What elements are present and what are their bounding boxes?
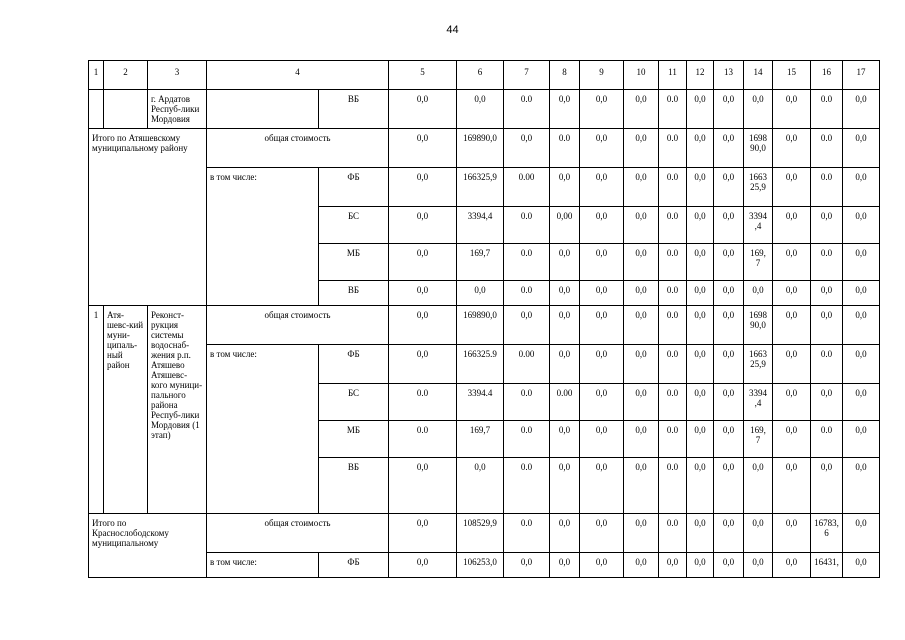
value-cell: 0,0 bbox=[687, 384, 714, 421]
value-cell: 0,0 bbox=[504, 129, 550, 168]
page-number: 44 bbox=[446, 24, 459, 36]
value-cell: 0.0 bbox=[504, 207, 550, 244]
value-cell: 0,0 bbox=[550, 90, 580, 129]
table-row bbox=[89, 129, 880, 168]
value-cell: 0,0 bbox=[773, 553, 811, 578]
value-cell: 0,0 bbox=[773, 384, 811, 421]
value-cell: 169, 7 bbox=[744, 244, 773, 281]
value-cell: 0,0 bbox=[624, 207, 659, 244]
value-cell: 0,0 bbox=[773, 207, 811, 244]
value-cell: 0,0 bbox=[843, 514, 880, 553]
value-cell: 166325,9 bbox=[457, 168, 504, 207]
value-cell: 0.0 bbox=[811, 421, 843, 458]
value-cell: 0,0 bbox=[687, 458, 714, 514]
value-cell: 0,0 bbox=[687, 306, 714, 345]
value-cell: 0,0 bbox=[389, 168, 457, 207]
value-cell: 0.0 bbox=[659, 345, 687, 384]
value-cell: 0,0 bbox=[504, 306, 550, 345]
table-row bbox=[89, 61, 880, 90]
header-cell: 13 bbox=[714, 61, 744, 90]
header-cell: 16 bbox=[811, 61, 843, 90]
value-cell: 0,0 bbox=[773, 129, 811, 168]
value-cell: 0,0 bbox=[744, 553, 773, 578]
header-cell: 9 bbox=[580, 61, 624, 90]
header-cell: 15 bbox=[773, 61, 811, 90]
value-cell: 0,0 bbox=[580, 345, 624, 384]
funding-source: ВБ bbox=[319, 281, 389, 306]
header-cell: 17 bbox=[843, 61, 880, 90]
value-cell: 0,0 bbox=[687, 168, 714, 207]
value-cell: 0,0 bbox=[714, 306, 744, 345]
value-cell: 0.00 bbox=[504, 168, 550, 207]
value-cell: 0,0 bbox=[687, 345, 714, 384]
value-cell: 0,0 bbox=[550, 553, 580, 578]
value-cell: 0,0 bbox=[687, 553, 714, 578]
value-cell: 0,0 bbox=[773, 281, 811, 306]
value-cell: 166325.9 bbox=[457, 345, 504, 384]
value-cell: 0,0 bbox=[580, 168, 624, 207]
value-cell: 3394.4 bbox=[457, 384, 504, 421]
value-cell: 0,0 bbox=[624, 345, 659, 384]
funding-source: БС bbox=[319, 207, 389, 244]
value-cell: 0,0 bbox=[714, 244, 744, 281]
value-cell: 0,0 bbox=[773, 244, 811, 281]
value-cell: 169, 7 bbox=[744, 421, 773, 458]
header-cell: 2 bbox=[104, 61, 148, 90]
value-cell: 0,0 bbox=[389, 306, 457, 345]
value-cell: 0.00 bbox=[550, 384, 580, 421]
value-cell: 0,0 bbox=[843, 345, 880, 384]
total-cost-label: общая стоимость bbox=[207, 514, 389, 553]
value-cell: 0,0 bbox=[550, 281, 580, 306]
value-cell: 0.0 bbox=[504, 90, 550, 129]
value-cell: 0,0 bbox=[624, 421, 659, 458]
value-cell: 0,0 bbox=[773, 514, 811, 553]
value-cell: 0,0 bbox=[687, 207, 714, 244]
value-cell: 0.0 bbox=[504, 244, 550, 281]
value-cell: 169890,0 bbox=[457, 306, 504, 345]
value-cell: 0,0 bbox=[773, 168, 811, 207]
value-cell: 0,0 bbox=[687, 244, 714, 281]
value-cell: 0,0 bbox=[624, 384, 659, 421]
value-cell: 0.0 bbox=[659, 458, 687, 514]
including-label: в том числе: bbox=[207, 345, 319, 514]
value-cell: 0.00 bbox=[504, 345, 550, 384]
value-cell: 0.0 bbox=[389, 421, 457, 458]
value-cell: 3394 ,4 bbox=[744, 207, 773, 244]
value-cell: 0,0 bbox=[457, 458, 504, 514]
including-label: в том числе: bbox=[207, 168, 319, 306]
value-cell: 0,0 bbox=[624, 281, 659, 306]
value-cell: 0,0 bbox=[504, 553, 550, 578]
value-cell: 0,0 bbox=[773, 90, 811, 129]
value-cell: 1698 90,0 bbox=[744, 129, 773, 168]
value-cell: 0,0 bbox=[773, 345, 811, 384]
funding-source: БС bbox=[319, 384, 389, 421]
table-row bbox=[89, 90, 880, 129]
value-cell: 0,0 bbox=[843, 90, 880, 129]
group-title: Итого по Атяшевскому муниципальному району bbox=[89, 129, 207, 306]
value-cell: 0,0 bbox=[843, 207, 880, 244]
value-cell: 0,0 bbox=[714, 458, 744, 514]
header-cell: 7 bbox=[504, 61, 550, 90]
total-cost-label: общая стоимость bbox=[207, 129, 389, 168]
value-cell: 0.0 bbox=[811, 90, 843, 129]
object-name: г. Ардатов Респуб-лики Мордовия bbox=[148, 90, 207, 129]
value-cell: 0,0 bbox=[714, 421, 744, 458]
value-cell: 0,0 bbox=[457, 281, 504, 306]
value-cell: 3394,4 bbox=[457, 207, 504, 244]
value-cell: 0,0 bbox=[389, 553, 457, 578]
header-cell: 3 bbox=[148, 61, 207, 90]
value-cell: 0,0 bbox=[843, 553, 880, 578]
project-name: Реконст-рукция системы водоснаб-жения р.п. Атяшево Атяшевс-кого муници-пального района Респуб-лики Мордовия (1 этап) bbox=[148, 306, 207, 514]
value-cell: 0,0 bbox=[843, 244, 880, 281]
value-cell: 0.0 bbox=[659, 244, 687, 281]
value-cell: 0.0 bbox=[659, 514, 687, 553]
value-cell: 3394 ,4 bbox=[744, 384, 773, 421]
value-cell: 0.0 bbox=[659, 281, 687, 306]
value-cell: 0,0 bbox=[389, 281, 457, 306]
table-row bbox=[89, 168, 880, 207]
including-label: в том числе: bbox=[207, 553, 319, 578]
value-cell: 0,0 bbox=[580, 281, 624, 306]
value-cell: 0.0 bbox=[811, 168, 843, 207]
header-cell: 5 bbox=[389, 61, 457, 90]
header-cell: 11 bbox=[659, 61, 687, 90]
header-cell: 12 bbox=[687, 61, 714, 90]
value-cell: 0,0 bbox=[773, 306, 811, 345]
header-cell: 6 bbox=[457, 61, 504, 90]
value-cell: 0,0 bbox=[389, 514, 457, 553]
value-cell: 0,0 bbox=[687, 421, 714, 458]
value-cell: 0.0 bbox=[811, 345, 843, 384]
value-cell: 0,0 bbox=[843, 281, 880, 306]
value-cell: 0,0 bbox=[389, 90, 457, 129]
value-cell: 0,0 bbox=[714, 345, 744, 384]
value-cell: 0,0 bbox=[580, 207, 624, 244]
value-cell: 0.0 bbox=[504, 384, 550, 421]
funding-source: МБ bbox=[319, 244, 389, 281]
value-cell: 0,0 bbox=[714, 553, 744, 578]
value-cell: 0,0 bbox=[624, 514, 659, 553]
value-cell: 0,0 bbox=[389, 129, 457, 168]
funding-source: МБ bbox=[319, 421, 389, 458]
value-cell: 0,0 bbox=[550, 421, 580, 458]
value-cell: 0,0 bbox=[773, 421, 811, 458]
funding-source: ФБ bbox=[319, 168, 389, 207]
value-cell: 0,0 bbox=[550, 514, 580, 553]
value-cell: 16783, 6 bbox=[811, 514, 843, 553]
value-cell: 1663 25,9 bbox=[744, 168, 773, 207]
value-cell: 0,0 bbox=[744, 281, 773, 306]
value-cell: 169890,0 bbox=[457, 129, 504, 168]
value-cell: 0,0 bbox=[773, 458, 811, 514]
value-cell: 0,0 bbox=[580, 384, 624, 421]
value-cell: 0,0 bbox=[811, 207, 843, 244]
value-cell: 0,0 bbox=[687, 90, 714, 129]
value-cell: 0,0 bbox=[389, 458, 457, 514]
value-cell: 0.0 bbox=[659, 421, 687, 458]
value-cell: 0,0 bbox=[687, 281, 714, 306]
value-cell: 0.0 bbox=[389, 384, 457, 421]
empty-cell bbox=[89, 90, 104, 129]
value-cell: 0,0 bbox=[843, 129, 880, 168]
group-title: Итого по Краснослободскому муниципальному bbox=[89, 514, 207, 578]
value-cell: 0,0 bbox=[744, 514, 773, 553]
value-cell: 0,0 bbox=[550, 244, 580, 281]
value-cell: 0,0 bbox=[580, 458, 624, 514]
value-cell: 0,0 bbox=[580, 306, 624, 345]
value-cell: 0,0 bbox=[714, 384, 744, 421]
value-cell: 0.0 bbox=[659, 90, 687, 129]
value-cell: 1698 90,0 bbox=[744, 306, 773, 345]
header-cell: 14 bbox=[744, 61, 773, 90]
header-cell: 4 bbox=[207, 61, 389, 90]
value-cell: 0,0 bbox=[624, 553, 659, 578]
value-cell: 0,0 bbox=[744, 90, 773, 129]
value-cell: 0.0 bbox=[504, 281, 550, 306]
value-cell: 0,0 bbox=[580, 129, 624, 168]
district-name: Атя-шевс-кий муни-ципаль-ный район bbox=[104, 306, 148, 514]
table-row bbox=[89, 306, 880, 345]
empty-cell bbox=[104, 90, 148, 129]
value-cell: 0,0 bbox=[389, 345, 457, 384]
value-cell: 0.0 bbox=[811, 129, 843, 168]
value-cell: 0,0 bbox=[843, 421, 880, 458]
value-cell: 0,0 bbox=[624, 90, 659, 129]
value-cell: 0,0 bbox=[714, 514, 744, 553]
value-cell: 106253,0 bbox=[457, 553, 504, 578]
header-cell: 1 bbox=[89, 61, 104, 90]
budget-table bbox=[88, 60, 880, 578]
total-cost-label: общая стоимость bbox=[207, 306, 389, 345]
value-cell: 169,7 bbox=[457, 421, 504, 458]
value-cell: 0,0 bbox=[457, 90, 504, 129]
table-row bbox=[89, 514, 880, 553]
value-cell: 0,0 bbox=[580, 244, 624, 281]
value-cell: 0,0 bbox=[580, 90, 624, 129]
value-cell: 0.0 bbox=[504, 421, 550, 458]
value-cell: 0.0 bbox=[659, 306, 687, 345]
value-cell: 0,0 bbox=[624, 168, 659, 207]
value-cell: 0.0 bbox=[659, 168, 687, 207]
value-cell: 0.0 bbox=[504, 458, 550, 514]
value-cell: 0,0 bbox=[389, 207, 457, 244]
row-number: 1 bbox=[89, 306, 104, 514]
value-cell: 0,0 bbox=[811, 281, 843, 306]
value-cell: 16431, bbox=[811, 553, 843, 578]
value-cell: 0,0 bbox=[624, 244, 659, 281]
value-cell: 0,00 bbox=[550, 207, 580, 244]
value-cell: 0,0 bbox=[843, 306, 880, 345]
value-cell: 1663 25,9 bbox=[744, 345, 773, 384]
value-cell: 0,0 bbox=[550, 458, 580, 514]
value-cell: 0,0 bbox=[714, 90, 744, 129]
value-cell: 0,0 bbox=[659, 553, 687, 578]
header-cell: 8 bbox=[550, 61, 580, 90]
funding-source: ФБ bbox=[319, 345, 389, 384]
value-cell: 0,0 bbox=[843, 458, 880, 514]
funding-source: ВБ bbox=[319, 90, 389, 129]
value-cell: 0,0 bbox=[714, 281, 744, 306]
empty-cell bbox=[207, 90, 319, 129]
value-cell: 0,0 bbox=[550, 345, 580, 384]
value-cell: 0,0 bbox=[811, 458, 843, 514]
value-cell: 0,0 bbox=[714, 129, 744, 168]
value-cell: 0.0 bbox=[659, 129, 687, 168]
value-cell: 0,0 bbox=[580, 421, 624, 458]
value-cell: 0,0 bbox=[580, 553, 624, 578]
funding-source: ВБ bbox=[319, 458, 389, 514]
value-cell: 0,0 bbox=[811, 306, 843, 345]
value-cell: 0.0 bbox=[659, 207, 687, 244]
value-cell: 0,0 bbox=[811, 384, 843, 421]
value-cell: 0,0 bbox=[624, 306, 659, 345]
value-cell: 169,7 bbox=[457, 244, 504, 281]
value-cell: 0,0 bbox=[389, 244, 457, 281]
value-cell: 0,0 bbox=[624, 129, 659, 168]
table-row bbox=[89, 345, 880, 384]
value-cell: 0,0 bbox=[580, 514, 624, 553]
value-cell: 0,0 bbox=[843, 168, 880, 207]
value-cell: 0,0 bbox=[550, 306, 580, 345]
value-cell: 0,0 bbox=[744, 458, 773, 514]
value-cell: 0,0 bbox=[687, 129, 714, 168]
value-cell: 0,0 bbox=[843, 384, 880, 421]
header-cell: 10 bbox=[624, 61, 659, 90]
value-cell: 0,0 bbox=[714, 168, 744, 207]
table-row bbox=[89, 553, 880, 578]
value-cell: 0,0 bbox=[550, 168, 580, 207]
value-cell: 0.0 bbox=[659, 384, 687, 421]
value-cell: 0.0 bbox=[550, 129, 580, 168]
value-cell: 0,0 bbox=[624, 458, 659, 514]
value-cell: 108529,9 bbox=[457, 514, 504, 553]
value-cell: 0,0 bbox=[714, 207, 744, 244]
value-cell: 0,0 bbox=[687, 514, 714, 553]
funding-source: ФБ bbox=[319, 553, 389, 578]
value-cell: 0.0 bbox=[811, 244, 843, 281]
value-cell: 0.0 bbox=[504, 514, 550, 553]
